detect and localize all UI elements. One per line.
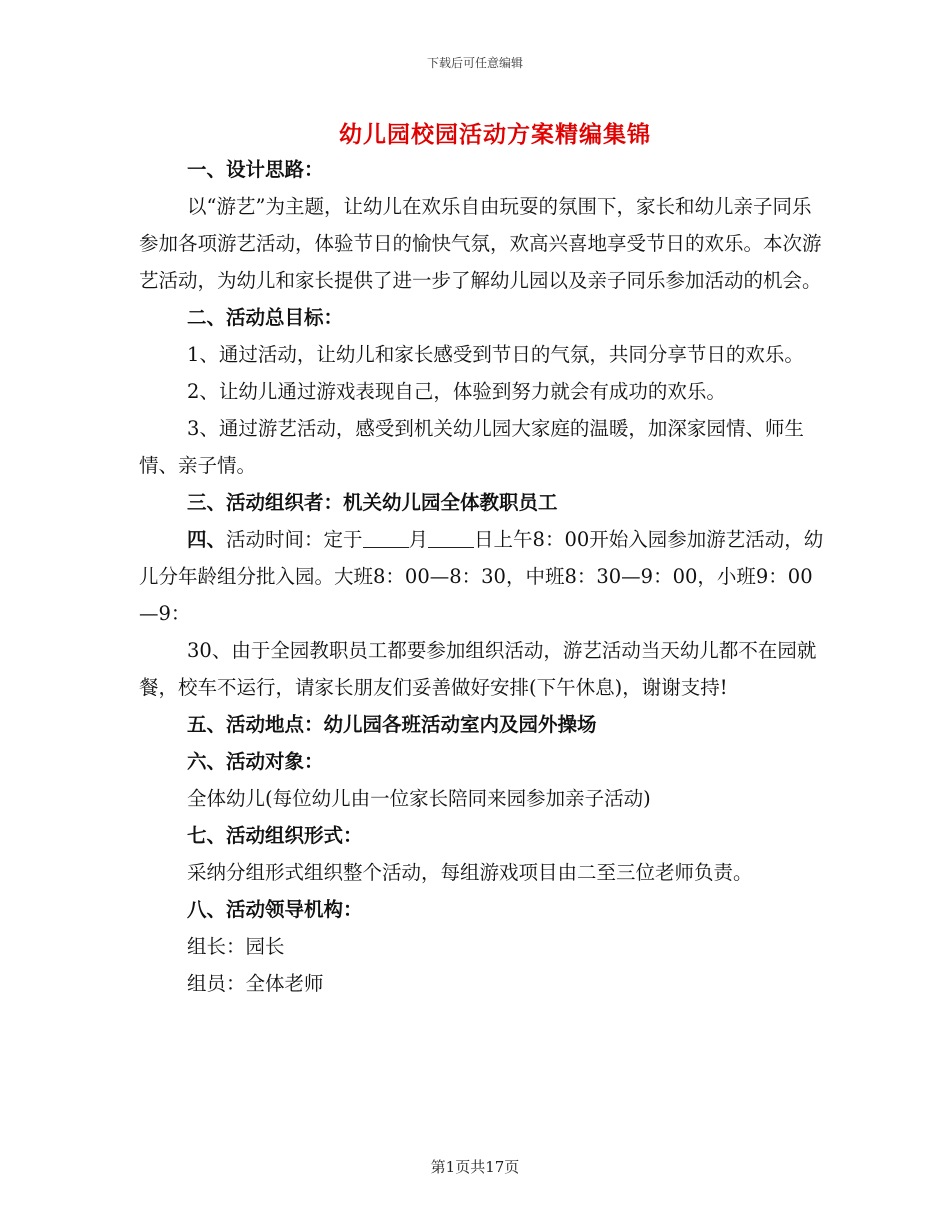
section-6-text: 全体幼儿(每位幼儿由一位家长陪同来园参加亲子活动) [187, 787, 651, 810]
section-7-text: 采纳分组形式组织整个活动，每组游戏项目由二至三位老师负责。 [187, 861, 753, 884]
section-4-month: 月 [408, 528, 429, 551]
section-4-post: 日上午8：00开始入园参加游艺活动，幼儿分年龄组分批入园。大班8：00—8：30，中班8：30—9：00，小班9：00—9： [139, 528, 824, 625]
section-4-pre: 活动时间：定于 [226, 528, 363, 551]
section-7-heading: 七、活动组织形式： [187, 824, 363, 847]
section-1-heading: 一、设计思路： [187, 158, 324, 181]
section-2-heading: 二、活动总目标： [187, 306, 344, 329]
document-title: 幼儿园校园活动方案精编集锦 [339, 121, 651, 148]
page-header: 下载后可任意编辑 [426, 56, 523, 70]
day-blank [428, 528, 474, 549]
document-body [139, 151, 829, 1002]
section-8-heading: 八、活动领导机构： [187, 898, 363, 921]
section-3-heading: 三、活动组织者：机关幼儿园全体教职员工 [187, 491, 558, 514]
section-8-members: 组员：全体老师 [187, 972, 324, 995]
page-footer: 第1页共17页 [430, 1158, 520, 1176]
section-6-heading: 六、活动对象： [187, 750, 324, 773]
section-4-continued: 30、由于全园教职员工都要参加组织活动，游艺活动当天幼儿都不在园就餐，校车不运行，请家长朋友们妥善做好安排(下午休息)，谢谢支持! [139, 639, 817, 699]
section-4-text [139, 521, 829, 632]
month-blank [363, 528, 409, 549]
goal-1: 1、通过活动，让幼儿和家长感受到节日的气氛，共同分享节日的欢乐。 [187, 343, 804, 366]
section-8-leader: 组长：园长 [187, 935, 285, 958]
goal-3: 3、通过游艺活动，感受到机关幼儿园大家庭的温暖，加深家园情、师生情、亲子情。 [139, 417, 804, 477]
goal-2: 2、让幼儿通过游戏表现自己，体验到努力就会有成功的欢乐。 [187, 380, 726, 403]
section-1-text: 以“游艺”为主题，让幼儿在欢乐自由玩耍的氛围下，家长和幼儿亲子同乐参加各项游艺活动，体验节日的愉快气氛，欢高兴喜地享受节日的欢乐。本次游艺活动，为幼儿和家长提供了进一步了解幼儿园以及亲子同乐参加活动的机会。 [139, 195, 822, 292]
section-4-label: 四、 [187, 528, 227, 551]
section-5-heading: 五、活动地点：幼儿园各班活动室内及园外操场 [187, 713, 597, 736]
